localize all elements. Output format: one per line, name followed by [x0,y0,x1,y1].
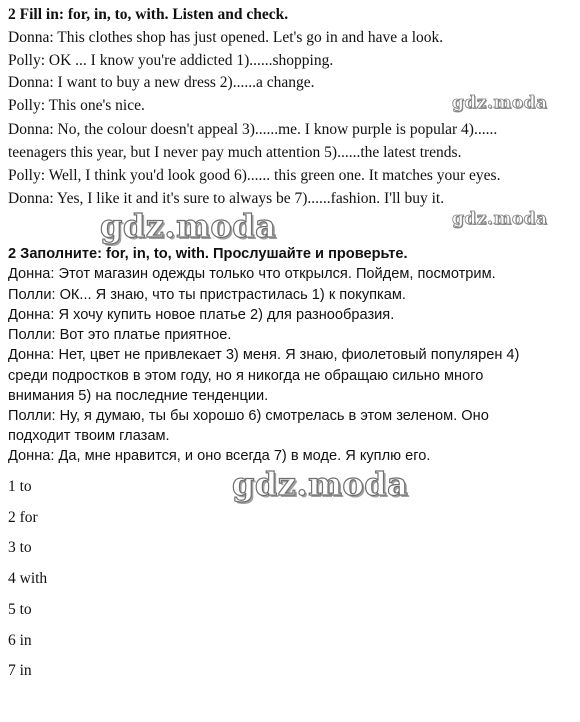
answer-item: 7 in [8,662,32,679]
answer-item: 5 to [8,601,32,618]
exercise-heading-russian: 2 Заполните: for, in, to, with. Прослушайте и проверьте. [8,246,408,262]
translation-line: Донна: Этот магазин одежды только что открылся. Пойдем, посмотрим. [8,266,496,282]
translation-line: Полли: Ну, я думаю, ты бы хорошо 6) смотрелась в этом зеленом. Оно [8,408,489,424]
translation-line: Донна: Я хочу купить новое платье 2) для разнообразия. [8,307,395,323]
answer-item: 1 to [8,478,32,495]
translation-line: внимания 5) на последние тенденции. [8,388,269,404]
watermark-logo: gdz.moda [452,209,548,229]
translation-line: Полли: ОК... Я знаю, что ты пристрастилась 1) к покупкам. [8,287,406,303]
translation-line: Донна: Да, мне нравится, и оно всегда 7) в моде. Я куплю его. [8,448,431,464]
exercise-heading-english: 2 Fill in: for, in, to, with. Listen and check. [8,6,289,23]
dialogue-line: Donna: This clothes shop has just opened. Let's go in and have a look. [8,29,444,46]
answer-item: 3 to [8,539,32,556]
watermark-logo: gdz.moda [232,465,409,503]
translation-line: среди подростков в этом году, но я никогда не обращаю сильно много [8,368,484,384]
dialogue-line: teenagers this year, but I never pay much attention 5)......the latest trends. [8,144,462,161]
answer-item: 4 with [8,570,48,587]
dialogue-line: Polly: OK ... I know you're addicted 1)......shopping. [8,52,334,69]
dialogue-line: Polly: This one's nice. [8,97,145,114]
translation-line: Полли: Вот это платье приятное. [8,327,232,343]
dialogue-line: Donna: I want to buy a new dress 2)......a change. [8,74,315,91]
watermark-logo: gdz.moda [452,93,548,113]
dialogue-line: Donna: No, the colour doesn't appeal 3)......me. I know purple is popular 4)...... [8,121,498,138]
answer-item: 2 for [8,509,38,526]
watermark-logo: gdz.moda [100,207,277,245]
dialogue-line: Polly: Well, I think you'd look good 6)...... this green one. It matches your eyes. [8,167,501,184]
answer-item: 6 in [8,632,32,649]
dialogue-line: Donna: Yes, I like it and it's sure to always be 7)......fashion. I'll buy it. [8,190,445,207]
translation-line: Донна: Нет, цвет не привлекает 3) меня. Я знаю, фиолетовый популярен 4) [8,347,520,363]
translation-line: подходит твоим глазам. [8,428,170,444]
